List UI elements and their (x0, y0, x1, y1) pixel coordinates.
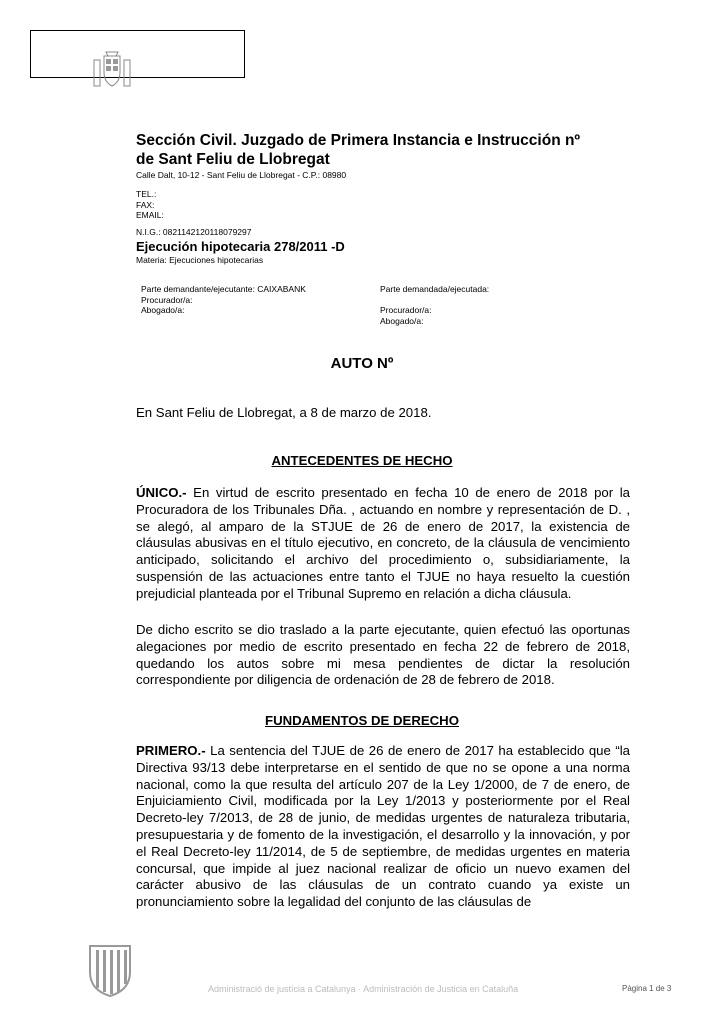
fax-label: FAX: (136, 199, 155, 210)
primero-label: PRIMERO.- (136, 743, 206, 758)
antecedentes-p1-text: En virtud de escrito presentado en fecha 10 de enero de 2018 por la Procuradora de los Tribunales Dña. , actuando en nombre y representación de D. , se alegó, al amparo de la STJUE de 26 de enero de 2017, la existencia de cláusulas abusivas en el título ejecutivo, en concreto, de la cláusula de vencimiento anticipado, solicitando el archivo del procedimiento o, subsidiariamente, la suspensión de las actuaciones entre tanto el TJUE no haya resuelto la cuestión prejudicial planteada por el Tribunal Supremo en relación a dicha cláusula. (136, 485, 630, 601)
case-number: Ejecución hipotecaria 278/2011 -D (136, 239, 345, 254)
antecedentes-paragraph-2: De dicho escrito se dio traslado a la parte ejecutante, quien efectuó las oportunas alegaciones por medio de escrito presentado en fecha 22 de febrero de 2018, quedando los autos sobre mi mesa pendientes de dictar la resolución correspondiente por diligencia de ordenación de 28 de febrero de 2018. (136, 622, 630, 688)
court-title-line-1: Sección Civil. Juzgado de Primera Instancia e Instrucción nº (136, 132, 581, 149)
antecedentes-paragraph-1 (136, 485, 630, 603)
spain-coat-of-arms-icon (88, 50, 136, 90)
plaintiff-procurador: Procurador/a: (141, 294, 193, 305)
page-number: Pàgina 1 de 3 (622, 984, 672, 993)
defendant-name: Parte demandada/ejecutada: (380, 284, 490, 294)
court-title (136, 131, 606, 169)
footer-text: Administració de justícia a Catalunya · Administración de Justicia en Cataluña (208, 984, 519, 994)
case-materia: Materia: Ejecuciones hipotecarias (136, 255, 264, 265)
defendant-procurador: Procurador/a: (380, 305, 432, 315)
auto-title: AUTO Nº (330, 355, 394, 372)
catalonia-shield-icon (86, 942, 134, 998)
fundamentos-p1-text: La sentencia del TJUE de 26 de enero de 2017 ha establecido que “la Directiva 93/13 debe interpretarse en el sentido de que no se opone a una norma nacional, como la que resulta del artículo 207 de la Ley 1/2000, de 7 de enero, de Enjuiciamiento Civil, modificada por la Ley 1/2013 y posteriormente por el Real Decreto-ley 7/2013, de 28 de junio, de medidas urgentes de naturaleza tributaria, presupuestaria y de fomento de la investigación, el desarrollo y la innovación, y por el Real Decreto-ley 11/2014, de 5 de septiembre, de medidas urgentes en materia concursal, que impide al juez nacional realizar de oficio un nuevo examen del carácter abusivo de las cláusulas de un contrato cuando ya existe un pronunciamiento sobre la legalidad del conjunto de las cláusulas de (136, 743, 630, 910)
tel-label: TEL.: (136, 189, 157, 199)
fundamentos-paragraph-1 (136, 743, 630, 911)
contact-block (136, 189, 164, 221)
plaintiff-name: Parte demandante/ejecutante: CAIXABANK (141, 284, 306, 294)
defendant-abogado: Abogado/a: (380, 315, 424, 326)
nig-number: N.I.G.: 0821142120118079297 (136, 227, 252, 237)
header-logo-box (30, 30, 245, 78)
unico-label: ÚNICO.- (136, 485, 187, 500)
plaintiff-block (141, 284, 306, 316)
defendant-block (380, 284, 489, 326)
antecedentes-heading: ANTECEDENTES DE HECHO (271, 453, 453, 468)
plaintiff-abogado: Abogado/a: (141, 305, 185, 315)
place-date: En Sant Feliu de Llobregat, a 8 de marzo de 2018. (136, 405, 432, 420)
fundamentos-heading: FUNDAMENTOS DE DERECHO (265, 713, 459, 728)
court-title-line-2: de Sant Feliu de Llobregat (136, 151, 330, 168)
court-address: Calle Dalt, 10-12 - Sant Feliu de Llobregat - C.P.: 08980 (136, 170, 347, 180)
email-label: EMAIL: (136, 210, 164, 220)
